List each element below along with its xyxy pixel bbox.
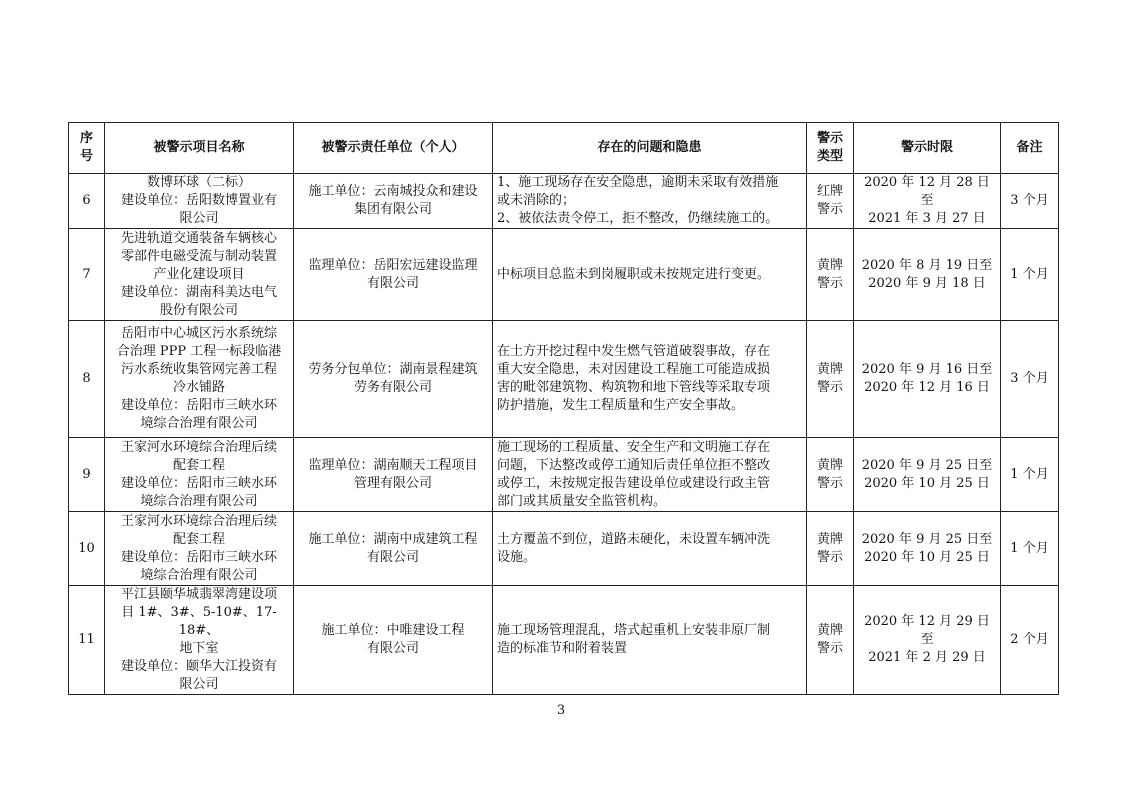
table-row — [69, 229, 1059, 321]
responsible-unit: 监理单位：岳阳宏远建设监理 有限公司 — [294, 229, 493, 321]
table-row — [69, 438, 1059, 512]
project-name: 平江县颐华城翡翠湾建设项 目 1#、3#、5-10#、17-18#、 地下室 建设单位：颐华大江投资有 限公司 — [105, 586, 294, 695]
note: 1 个月 — [1001, 512, 1059, 586]
header-type: 警示 类型 — [807, 123, 854, 174]
responsible-unit: 施工单位：中唯建设工程 有限公司 — [294, 586, 493, 695]
page-number: 3 — [556, 703, 566, 718]
responsible-unit: 劳务分包单位：湖南景程建筑 劳务有限公司 — [294, 321, 493, 438]
responsible-unit: 监理单位：湖南顺天工程项目 管理有限公司 — [294, 438, 493, 512]
note: 1 个月 — [1001, 438, 1059, 512]
table-row — [69, 321, 1059, 438]
table-row — [69, 586, 1059, 695]
responsible-unit: 施工单位：云南城投众和建设 集团有限公司 — [294, 174, 493, 229]
row-number: 9 — [69, 438, 105, 512]
header-project: 被警示项目名称 — [105, 123, 294, 174]
header-period: 警示时限 — [854, 123, 1001, 174]
note: 2 个月 — [1001, 586, 1059, 695]
warning-type: 黄牌 警示 — [807, 321, 854, 438]
warning-type: 黄牌 警示 — [807, 229, 854, 321]
warning-period: 2020 年 9 月 25 日至 2020 年 10 月 25 日 — [854, 438, 1001, 512]
issue-description: 在土方开挖过程中发生燃气管道破裂事故，存在 重大安全隐患，未对因建设工程施工可能造成损 害的毗邻建筑物、构筑物和地下管线等采取专项 防护措施，发生工程质量和生产安全事故。 — [493, 321, 807, 438]
note: 3 个月 — [1001, 321, 1059, 438]
issue-description: 1、施工现场存在安全隐患，逾期未采取有效措施 或未消除的； 2、被依法责令停工，拒不整改，仍继续施工的。 — [493, 174, 807, 229]
warning-period: 2020 年 12 月 28 日至 2021 年 3 月 27 日 — [854, 174, 1001, 229]
table-row — [69, 174, 1059, 229]
warning-type: 红牌 警示 — [807, 174, 854, 229]
warning-period: 2020 年 9 月 25 日至 2020 年 10 月 25 日 — [854, 512, 1001, 586]
note: 1 个月 — [1001, 229, 1059, 321]
warning-period: 2020 年 8 月 19 日至 2020 年 9 月 18 日 — [854, 229, 1001, 321]
issue-description: 施工现场管理混乱，塔式起重机上安装非原厂制 造的标准节和附着装置 — [493, 586, 807, 695]
row-number: 11 — [69, 586, 105, 695]
warning-type: 黄牌 警示 — [807, 438, 854, 512]
row-number: 10 — [69, 512, 105, 586]
responsible-unit: 施工单位：湖南中成建筑工程 有限公司 — [294, 512, 493, 586]
row-number: 8 — [69, 321, 105, 438]
header-issue: 存在的问题和隐患 — [493, 123, 807, 174]
issue-description: 土方覆盖不到位，道路未硬化，未设置车辆冲洗 设施。 — [493, 512, 807, 586]
header-note: 备注 — [1001, 123, 1059, 174]
note: 3 个月 — [1001, 174, 1059, 229]
row-number: 7 — [69, 229, 105, 321]
header-unit: 被警示责任单位（个人） — [294, 123, 493, 174]
project-name: 王家河水环境综合治理后续 配套工程 建设单位：岳阳市三峡水环 境综合治理有限公司 — [105, 512, 294, 586]
warning-table — [68, 122, 1059, 695]
project-name: 先进轨道交通装备车辆核心 零部件电磁受流与制动装置 产业化建设项目 建设单位：湖南科美达电气 股份有限公司 — [105, 229, 294, 321]
project-name: 岳阳市中心城区污水系统综 合治理 PPP 工程一标段临港 污水系统收集管网完善工程 冷水铺路 建设单位：岳阳市三峡水环 境综合治理有限公司 — [105, 321, 294, 438]
project-name: 数博环球（二标） 建设单位：岳阳数博置业有 限公司 — [105, 174, 294, 229]
warning-period: 2020 年 12 月 29 日至 2021 年 2 月 29 日 — [854, 586, 1001, 695]
table-row — [69, 512, 1059, 586]
row-number: 6 — [69, 174, 105, 229]
table-header-row — [69, 123, 1059, 174]
header-no: 序 号 — [69, 123, 105, 174]
warning-type: 黄牌 警示 — [807, 512, 854, 586]
project-name: 王家河水环境综合治理后续 配套工程 建设单位：岳阳市三峡水环 境综合治理有限公司 — [105, 438, 294, 512]
issue-description: 施工现场的工程质量、安全生产和文明施工存在 问题，下达整改或停工通知后责任单位拒不整改 或停工，未按规定报告建设单位或建设行政主管 部门或其质量安全监管机构。 — [493, 438, 807, 512]
warning-period: 2020 年 9 月 16 日至 2020 年 12 月 16 日 — [854, 321, 1001, 438]
warning-type: 黄牌 警示 — [807, 586, 854, 695]
issue-description: 中标项目总监未到岗履职或未按规定进行变更。 — [493, 229, 807, 321]
